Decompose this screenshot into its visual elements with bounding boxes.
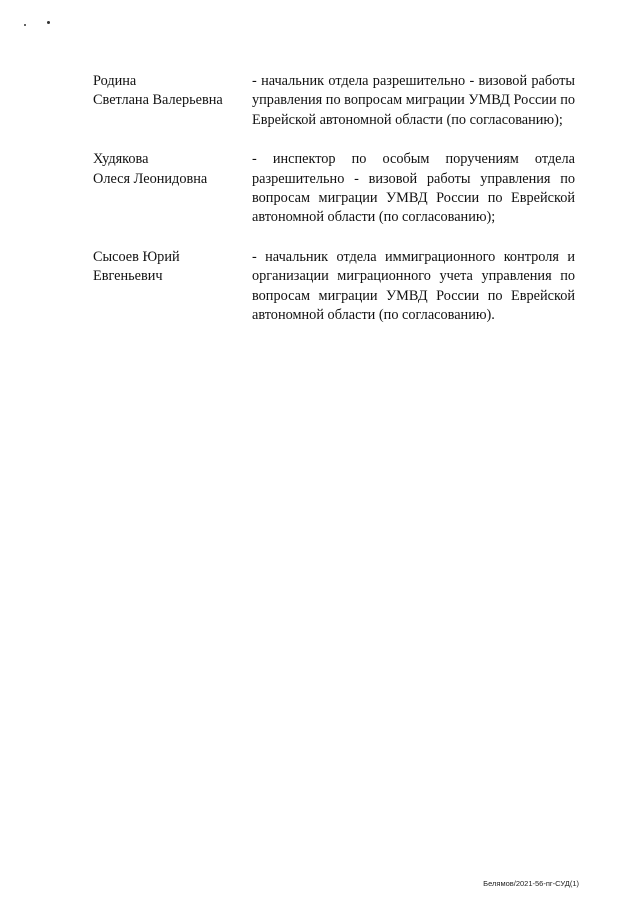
- member-name: [93, 248, 252, 326]
- document-code-footer: Белямов/2021-56-пг-СУД(1): [483, 879, 579, 888]
- member-list: [93, 72, 575, 345]
- scan-speck: [24, 24, 26, 26]
- member-surname: Сысоев Юрий: [93, 248, 180, 265]
- member-given-names: Светлана Валерьевна: [93, 92, 223, 109]
- member-position: - начальник отдела иммиграционного контроля и организации миграционного учета управления по вопросам миграции УМВД России по Еврейской автономной области (по согласованию).: [252, 248, 575, 324]
- member-entry: [93, 248, 575, 326]
- member-entry: [93, 150, 575, 228]
- member-surname: Худякова: [93, 151, 149, 168]
- member-position: - инспектор по особым поручениям отдела разрешительно - визовой работы управления по вопросам миграции УМВД России по Еврейской автономной области (по согласованию);: [252, 151, 575, 226]
- member-surname: Родина: [93, 73, 137, 89]
- member-given-names: Олеся Леонидовна: [93, 170, 208, 187]
- member-name: [93, 72, 252, 130]
- member-name: [93, 150, 252, 228]
- scan-speck: [47, 21, 50, 24]
- member-position: - начальник отдела разрешительно - визовой работы управления по вопросам миграции УМВД России по Еврейской автономной области (по согласованию);: [252, 73, 575, 128]
- member-entry: [93, 72, 575, 130]
- member-given-names: Евгеньевич: [93, 268, 163, 285]
